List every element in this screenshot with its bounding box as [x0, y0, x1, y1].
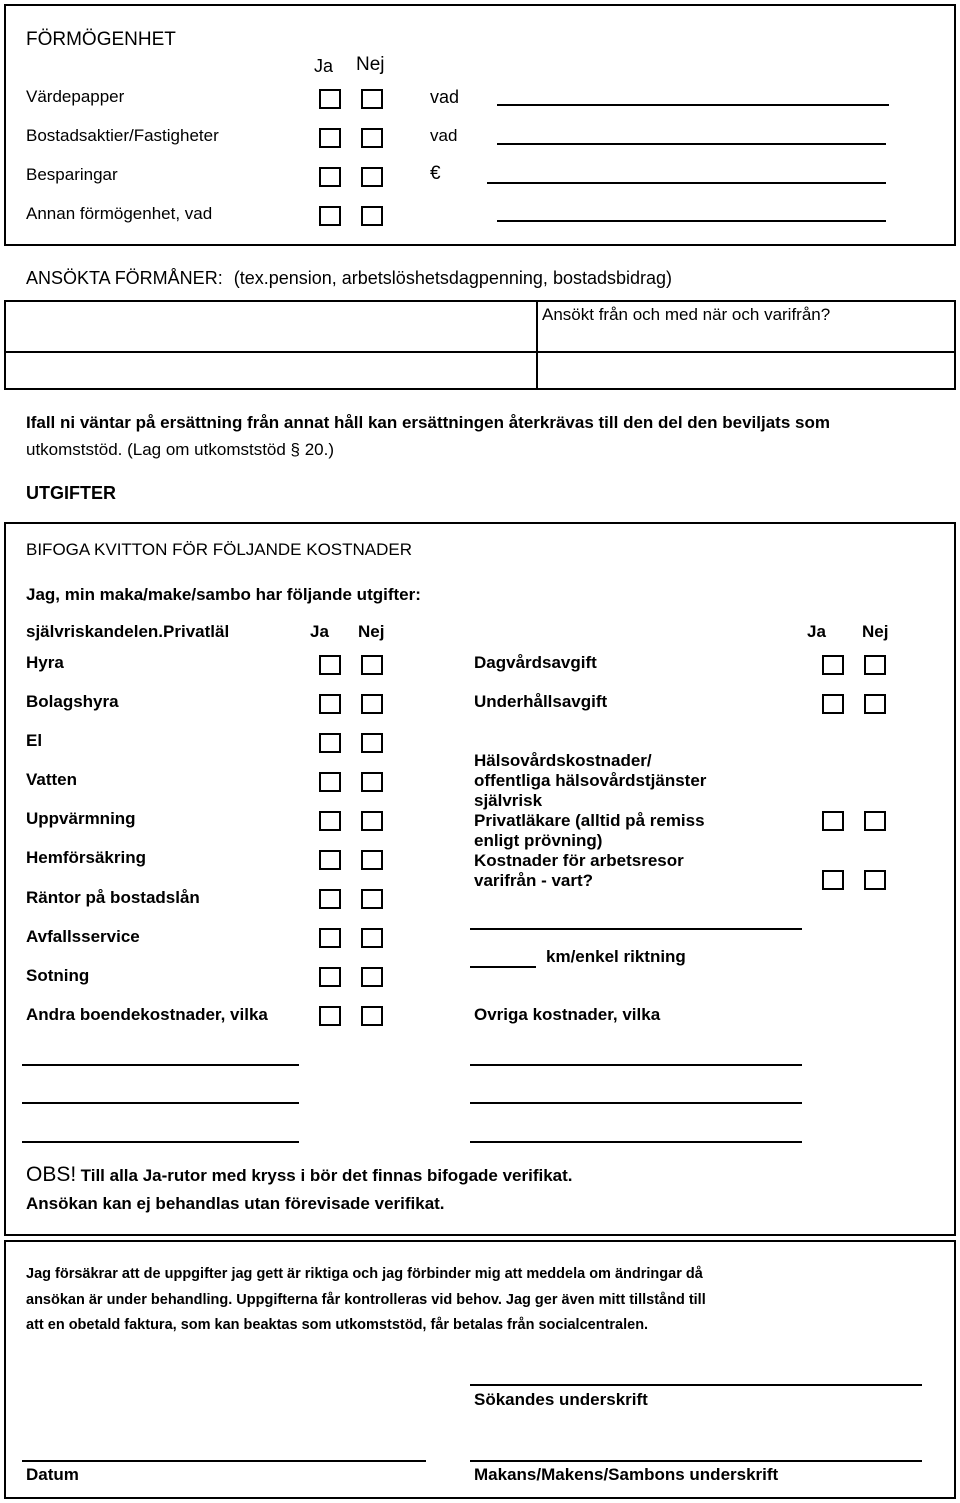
- receipt-note: BIFOGA KVITTON FÖR FÖLJANDE KOSTNADER: [26, 540, 413, 559]
- checkbox-nej[interactable]: [361, 167, 383, 187]
- checkbox-nej[interactable]: [361, 928, 383, 948]
- assets-col-ja: Ja: [314, 56, 334, 76]
- expense-item: Uppvärmning: [26, 809, 136, 828]
- checkbox-nej[interactable]: [864, 655, 886, 675]
- assets-row-label: Besparingar: [26, 165, 118, 184]
- assets-row-label: Annan förmögenhet, vad: [26, 204, 213, 223]
- obs-label: OBS!: [26, 1163, 77, 1186]
- expense-item: Hyra: [26, 653, 64, 672]
- fill-line[interactable]: [470, 1141, 802, 1143]
- expense-item: Bolagshyra: [26, 692, 119, 711]
- checkbox-nej[interactable]: [361, 967, 383, 987]
- expense-item: Underhållsavgift: [474, 692, 608, 711]
- date-label: Datum: [26, 1465, 79, 1484]
- expense-item: Andra boendekostnader, vilka: [26, 1005, 268, 1024]
- notice-line-2: utkomststöd. (Lag om utkomststöd § 20.): [26, 440, 335, 459]
- checkbox-ja[interactable]: [822, 811, 844, 831]
- assets-row-label: Bostadsaktier/Fastigheter: [26, 126, 219, 145]
- assets-col-nej: Nej: [356, 54, 385, 75]
- fill-line[interactable]: [497, 220, 886, 222]
- assets-row-extra: vad: [430, 126, 458, 145]
- expenses-col-ja: Ja: [807, 622, 826, 641]
- checkbox-ja[interactable]: [319, 733, 341, 753]
- declaration-line-1: Jag försäkrar att de uppgifter jag gett är riktiga och jag förbinder mig att meddela om ändringar då: [26, 1266, 703, 1282]
- fill-line[interactable]: [497, 143, 886, 145]
- expense-item-line: Kostnader för arbetsresor: [474, 851, 684, 870]
- checkbox-nej[interactable]: [864, 694, 886, 714]
- checkbox-ja[interactable]: [319, 694, 341, 714]
- spouse-signature-label: Makans/Makens/Sambons underskrift: [474, 1465, 779, 1484]
- expense-item: El: [26, 731, 43, 750]
- notice-line-1: Ifall ni väntar på ersättning från annat håll kan ersättningen återkrävas till den del den beviljats som: [26, 413, 830, 432]
- checkbox-ja[interactable]: [319, 967, 341, 987]
- fill-line[interactable]: [22, 1141, 299, 1143]
- checkbox-nej[interactable]: [361, 89, 383, 109]
- expense-item: Dagvårdsavgift: [474, 653, 597, 672]
- expense-item-line: Privatläkare (alltid på remiss: [474, 811, 705, 830]
- expense-item-line: offentliga hälsovårdstjänster: [474, 771, 707, 790]
- fill-line[interactable]: [497, 104, 889, 106]
- assets-row-extra: vad: [430, 87, 460, 107]
- obs-line-2: Ansökan kan ej behandlas utan förevisade verifikat.: [26, 1194, 445, 1213]
- checkbox-ja[interactable]: [319, 889, 341, 909]
- checkbox-nej[interactable]: [361, 850, 383, 870]
- checkbox-ja[interactable]: [319, 655, 341, 675]
- checkbox-ja[interactable]: [822, 694, 844, 714]
- applicant-signature-label: Sökandes underskrift: [474, 1390, 648, 1409]
- obs-text: Till alla Ja-rutor med kryss i bör det finnas bifogade verifikat.: [80, 1166, 573, 1185]
- assets-title: FÖRMÖGENHET: [26, 29, 176, 50]
- benefits-title-text: ANSÖKTA FÖRMÅNER:: [26, 268, 223, 288]
- expense-item: Vatten: [26, 770, 78, 789]
- checkbox-nej[interactable]: [864, 870, 886, 890]
- fill-line[interactable]: [22, 1102, 299, 1104]
- checkbox-ja[interactable]: [319, 206, 341, 226]
- checkbox-nej[interactable]: [361, 733, 383, 753]
- expenses-col-nej: Nej: [358, 622, 385, 641]
- declaration-line-2: ansökan är under behandling. Uppgifterna får kontrolleras vid behov. Jag ger även mitt tillstånd till: [26, 1292, 706, 1308]
- expenses-title: UTGIFTER: [26, 483, 116, 503]
- assets-row-extra: €: [430, 163, 441, 184]
- expense-item-line: självrisk: [474, 791, 543, 810]
- applicant-signature-line[interactable]: [470, 1384, 922, 1386]
- fill-line[interactable]: [487, 182, 886, 184]
- expense-item-line: varifrån - vart?: [474, 871, 594, 890]
- expenses-intro: Jag, min maka/make/sambo har följande utgifter:: [26, 585, 421, 604]
- benefits-title: [26, 268, 672, 289]
- benefits-col-header: Ansökt från och med när och varifrån?: [542, 305, 831, 324]
- fill-line[interactable]: [470, 1064, 802, 1066]
- checkbox-nej[interactable]: [864, 811, 886, 831]
- checkbox-nej[interactable]: [361, 811, 383, 831]
- expense-item: Sotning: [26, 966, 90, 985]
- checkbox-nej[interactable]: [361, 694, 383, 714]
- km-fill-line[interactable]: [470, 966, 536, 968]
- expenses-col-ja: Ja: [310, 622, 329, 641]
- expense-item: Avfallsservice: [26, 927, 140, 946]
- fill-line[interactable]: [22, 1064, 299, 1066]
- checkbox-nej[interactable]: [361, 655, 383, 675]
- obs-line-1: [26, 1163, 573, 1187]
- expense-item: Hemförsäkring: [26, 848, 146, 867]
- spouse-signature-line[interactable]: [470, 1460, 922, 1462]
- checkbox-ja[interactable]: [319, 850, 341, 870]
- checkbox-nej[interactable]: [361, 206, 383, 226]
- expenses-left-header: självriskandelen.Privatläl: [26, 622, 230, 641]
- checkbox-ja[interactable]: [319, 811, 341, 831]
- expense-item-line: Hälsovårdskostnader/: [474, 751, 652, 770]
- km-label: km/enkel riktning: [546, 947, 686, 966]
- checkbox-ja[interactable]: [319, 128, 341, 148]
- declaration-line-3: att en obetald faktura, som kan beaktas som utkomststöd, får betalas från socialcentralen.: [26, 1317, 649, 1333]
- checkbox-nej[interactable]: [361, 1006, 383, 1026]
- expense-item-line: enligt prövning): [474, 831, 603, 850]
- expenses-col-nej: Nej: [862, 622, 889, 641]
- checkbox-ja[interactable]: [319, 89, 341, 109]
- expense-item: Räntor på bostadslån: [26, 888, 200, 907]
- fill-line[interactable]: [470, 1102, 802, 1104]
- checkbox-nej[interactable]: [361, 128, 383, 148]
- date-line[interactable]: [22, 1460, 426, 1462]
- benefits-input-left[interactable]: [6, 353, 535, 388]
- assets-row-label: Värdepapper: [26, 87, 125, 106]
- checkbox-nej[interactable]: [361, 772, 383, 792]
- checkbox-nej[interactable]: [361, 889, 383, 909]
- expense-item-health: [474, 751, 706, 891]
- fill-line[interactable]: [470, 928, 802, 930]
- benefits-input-right[interactable]: [538, 353, 954, 388]
- checkbox-ja[interactable]: [822, 655, 844, 675]
- expense-item: Ovriga kostnader, vilka: [474, 1005, 661, 1024]
- checkbox-ja[interactable]: [319, 1006, 341, 1026]
- checkbox-ja[interactable]: [319, 928, 341, 948]
- benefits-examples: (tex.pension, arbetslöshetsdagpenning, bostadsbidrag): [233, 268, 673, 288]
- checkbox-ja[interactable]: [319, 772, 341, 792]
- checkbox-ja[interactable]: [822, 870, 844, 890]
- checkbox-ja[interactable]: [319, 167, 341, 187]
